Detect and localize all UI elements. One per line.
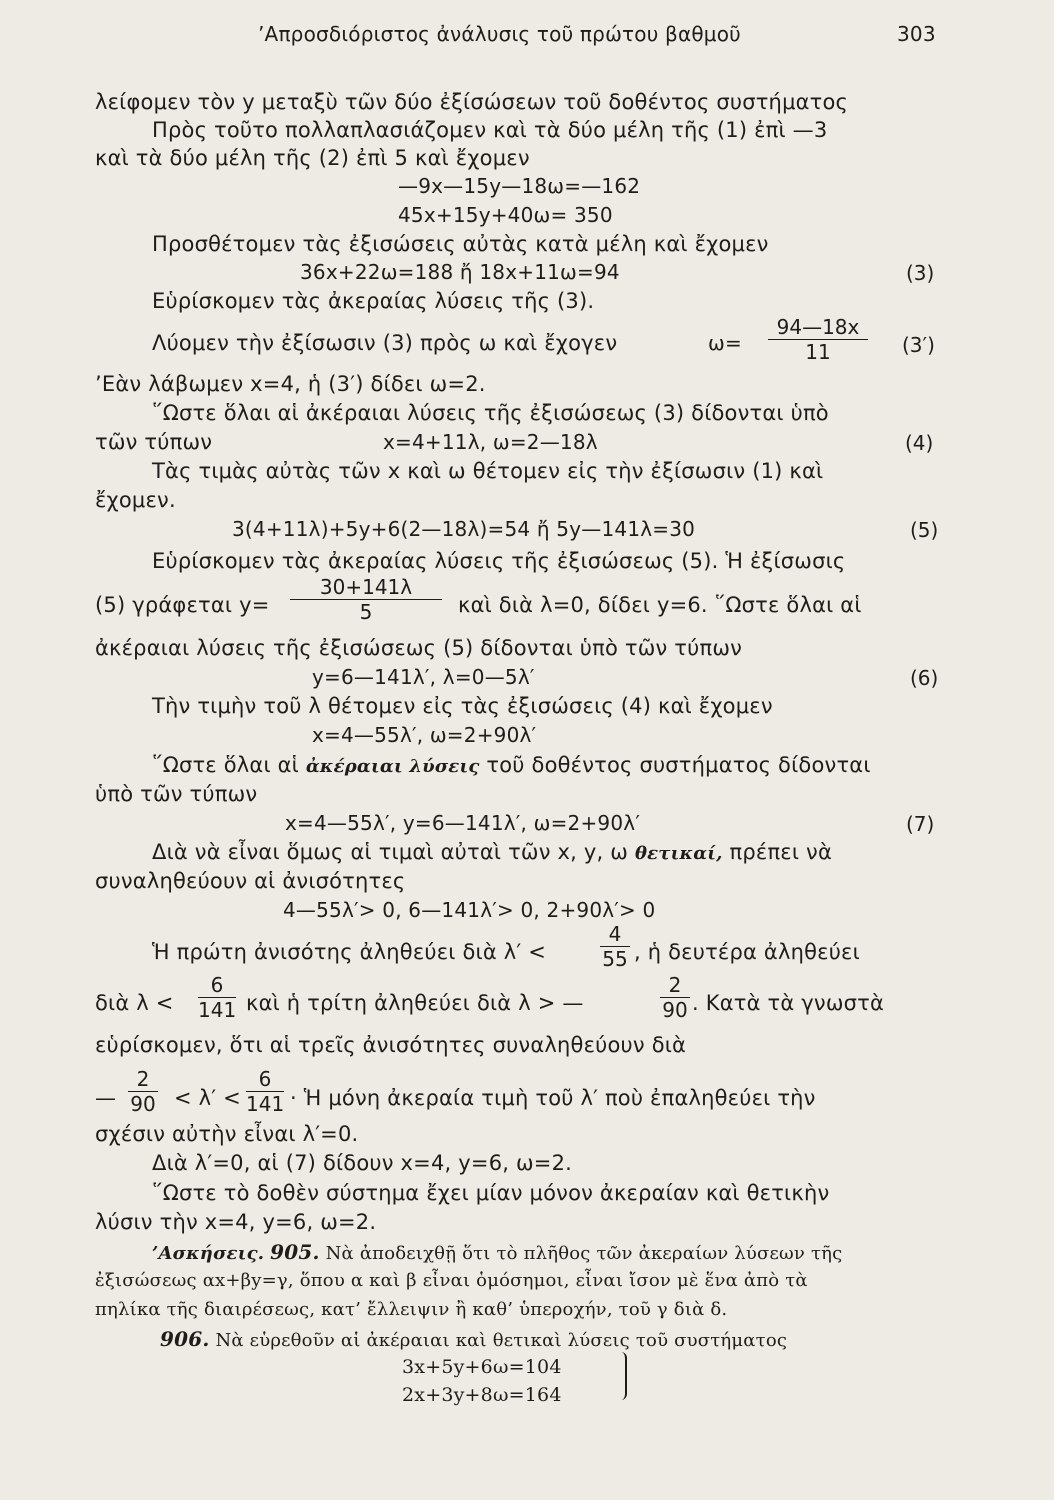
text-line: . Κατὰ τὰ γνωστὰ <box>692 991 885 1015</box>
text-line: Λύομεν τὴν ἐξίσωσιν (3) πρὸς ω καὶ ἔχογεν <box>152 331 618 355</box>
exercises-heading: ’Ασκήσεις. <box>152 1243 265 1264</box>
text-line: < λ′ < <box>174 1086 241 1110</box>
text-line: , ἡ δευτέρα ἀληθεύει <box>634 940 860 964</box>
equation-number: (3′) <box>902 333 935 357</box>
text-line: Ἡ πρώτη ἀνισότης ἀληθεύει διὰ λ′ < <box>152 940 546 964</box>
fraction <box>768 315 868 364</box>
equation: y=6—141λ′, λ=0—5λ′ <box>312 665 535 689</box>
text-line: Πρὸς τοῦτο πολλαπλασιάζομεν καὶ τὰ δύο μέλη τῆς (1) ἐπὶ —3 <box>152 118 828 142</box>
fraction <box>128 1067 158 1116</box>
text-line: λείφομεν τὸν y μεταξὺ τῶν δύο ἐξίσώσεων τοῦ δοθέντος συστήματος <box>95 90 849 114</box>
equation-number: (6) <box>910 666 939 690</box>
fraction <box>198 973 236 1022</box>
text-line: διὰ λ < <box>95 991 174 1015</box>
text-line: Εὑρίσκομεν τὰς ἀκεραίας λύσεις τῆς (3). <box>152 289 595 313</box>
text-line: τῶν τύπων <box>95 430 213 454</box>
equation-number: (5) <box>910 518 939 542</box>
fraction-numerator: 6 <box>198 973 236 998</box>
running-header-title: ’Απροσδιόριστος ἀνάλυσις τοῦ πρώτου βαθμοῦ <box>258 22 741 46</box>
system-equation: 2x+3y+8ω=164 <box>402 1384 562 1406</box>
fraction-denominator: 90 <box>662 998 688 1022</box>
fraction-numerator: 4 <box>600 922 630 947</box>
fraction-numerator: 2 <box>128 1067 158 1092</box>
system-equation: 3x+5y+6ω=104 <box>402 1356 562 1378</box>
exercise-text: Νὰ ἀποδειχθῇ ὅτι τὸ πλῆθος τῶν ἀκεραίων λύσεων τῆς <box>325 1243 843 1264</box>
exercise-906 <box>160 1325 787 1355</box>
system-brace <box>617 1352 627 1400</box>
fraction-numerator: 94—18x <box>768 315 868 340</box>
text-line: ἔχομεν. <box>95 488 176 512</box>
equation: x=4+11λ, ω=2—18λ <box>383 430 598 454</box>
emphasis-text: ἀκέραιαι λύσεις <box>305 756 480 777</box>
exercise-905 <box>152 1238 842 1268</box>
text-line: Τὰς τιμὰς αὐτὰς τῶν x καὶ ω θέτομεν εἰς τὴν ἐξίσωσιν (1) καὶ <box>152 459 824 483</box>
text-line: συναληθεύουν αἱ ἀνισότητες <box>95 869 406 893</box>
exercise-text: Νὰ εὑρεθοῦν αἱ ἀκέραιαι καὶ θετικαὶ λύσεις τοῦ συστήματος <box>215 1330 788 1351</box>
text-line: καὶ τὰ δύο μέλη τῆς (2) ἐπὶ 5 καὶ ἔχομεν <box>95 146 530 170</box>
text-line: — <box>95 1086 117 1110</box>
equation: —9x—15y—18ω=—162 <box>398 174 641 198</box>
text-line: Τὴν τιμὴν τοῦ λ θέτομεν εἰς τὰς ἐξισώσεις (4) καὶ ἔχομεν <box>152 694 773 718</box>
text-line <box>152 838 832 868</box>
exercise-number: 905. <box>270 1240 320 1264</box>
fraction <box>246 1067 284 1116</box>
text-line: λύσιν τὴν x=4, y=6, ω=2. <box>95 1210 377 1234</box>
equation: ω= <box>708 331 742 355</box>
fraction <box>600 922 630 971</box>
text-line: ἀκέραιαι λύσεις τῆς ἐξισώσεως (5) δίδονται ὑπὸ τῶν τύπων <box>95 636 743 660</box>
exercise-number: 906. <box>160 1327 210 1351</box>
equation-number: (3) <box>906 261 935 285</box>
text-span: πρέπει νὰ <box>729 840 833 864</box>
emphasis-text: θετικαί, <box>634 843 723 864</box>
fraction-denominator: 55 <box>602 947 628 971</box>
fraction <box>660 973 690 1022</box>
text-span: ῞Ωστε ὅλαι αἱ <box>152 753 299 777</box>
equation: x=4—55λ′, y=6—141λ′, ω=2+90λ′ <box>285 811 641 835</box>
equation-number: (7) <box>906 812 935 836</box>
equation: 36x+22ω=188 ἤ 18x+11ω=94 <box>300 260 620 284</box>
fraction-denominator: 141 <box>198 998 237 1022</box>
text-span: τοῦ δοθέντος συστήματος δίδονται <box>486 753 871 777</box>
equation: x=4—55λ′, ω=2+90λ′ <box>312 723 537 747</box>
fraction-denominator: 5 <box>359 600 373 624</box>
exercise-text-line: πηλίκα τῆς διαιρέσεως, κατ’ ἔλλειψιν ἢ καθ’ ὑπεροχήν, τοῦ γ διὰ δ. <box>95 1299 728 1320</box>
equation: 45x+15y+40ω= 350 <box>398 203 613 227</box>
text-line: Διὰ λ′=0, αἱ (7) δίδουν x=4, y=6, ω=2. <box>152 1151 573 1175</box>
equation: 4—55λ′> 0, 6—141λ′> 0, 2+90λ′> 0 <box>283 898 656 922</box>
text-line: Εὑρίσκομεν τὰς ἀκεραίας λύσεις τῆς ἐξισώσεως (5). Ἡ ἐξίσωσις <box>152 549 846 573</box>
text-line: ῞Ωστε τὸ δοθὲν σύστημα ἔχει μίαν μόνον ἀκεραίαν καὶ θετικὴν <box>152 1181 830 1205</box>
text-line: · Ἡ μόνη ἀκεραία τιμὴ τοῦ λ′ ποὺ ἐπαληθεύει τὴν <box>290 1086 816 1110</box>
text-line <box>152 751 871 781</box>
fraction-numerator: 6 <box>246 1067 284 1092</box>
text-line: ’Εὰν λάβωμεν x=4, ἡ (3′) δίδει ω=2. <box>95 372 486 396</box>
fraction-numerator: 30+141λ <box>290 575 442 600</box>
fraction-denominator: 11 <box>805 340 831 364</box>
text-line: Προσθέτομεν τὰς ἐξισώσεις αὐτὰς κατὰ μέλη καὶ ἔχομεν <box>152 232 769 256</box>
fraction-denominator: 90 <box>130 1092 156 1116</box>
text-line: (5) γράφεται y= <box>95 593 270 617</box>
fraction <box>290 575 442 624</box>
text-line: εὑρίσκομεν, ὅτι αἱ τρεῖς ἀνισότητες συναληθεύουν διὰ <box>95 1033 687 1057</box>
text-line: σχέσιν αὐτὴν εἶναι λ′=0. <box>95 1122 359 1146</box>
text-line: ῞Ωστε ὅλαι αἱ ἀκέραιαι λύσεις τῆς ἐξισώσεως (3) δίδονται ὑπὸ <box>152 401 829 425</box>
text-line: καὶ διὰ λ=0, δίδει y=6. ῞Ωστε ὅλαι αἱ <box>458 593 862 617</box>
text-line: καὶ ἡ τρίτη ἀληθεύει διὰ λ > — <box>246 991 584 1015</box>
text-line: ὑπὸ τῶν τύπων <box>95 782 258 806</box>
fraction-numerator: 2 <box>660 973 690 998</box>
fraction-denominator: 141 <box>246 1092 285 1116</box>
text-span: Διὰ νὰ εἶναι ὅμως αἱ τιμαὶ αὐταὶ τῶν x, y, ω <box>152 840 629 864</box>
equation-number: (4) <box>905 431 934 455</box>
exercise-text-line: ἐξισώσεως αx+βy=γ, ὅπου α καὶ β εἶναι ὁμόσημοι, εἶναι ἴσον μὲ ἕνα ἀπὸ τὰ <box>95 1270 808 1291</box>
page-number: 303 <box>897 22 936 46</box>
equation: 3(4+11λ)+5y+6(2—18λ)=54 ἤ 5y—141λ=30 <box>232 517 696 541</box>
